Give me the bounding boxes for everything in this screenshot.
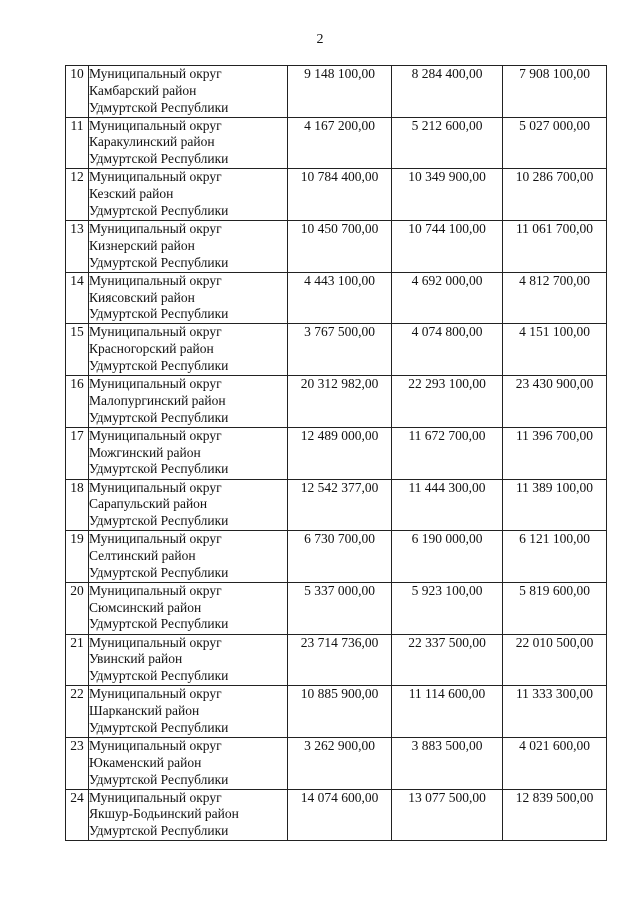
name-line: Муниципальный округ <box>89 634 222 650</box>
table-row <box>66 221 607 273</box>
name-line: Муниципальный округ <box>89 272 222 288</box>
amount-cell: 11 333 300,00 <box>503 686 607 738</box>
name-line: Удмуртской Республики <box>89 202 229 218</box>
name-line: Киясовский район <box>89 289 195 305</box>
municipality-name <box>89 117 288 169</box>
amount-cell: 6 121 100,00 <box>503 531 607 583</box>
amount-cell: 11 396 700,00 <box>503 427 607 479</box>
table-row <box>66 789 607 841</box>
name-line: Муниципальный округ <box>89 427 222 443</box>
row-number: 15 <box>66 324 89 376</box>
name-line: Удмуртской Республики <box>89 668 229 684</box>
row-number: 14 <box>66 272 89 324</box>
table-row <box>66 737 607 789</box>
budget-table <box>65 65 607 841</box>
name-line: Удмуртской Республики <box>89 254 229 270</box>
amount-cell: 5 923 100,00 <box>392 582 503 634</box>
amount-cell: 7 908 100,00 <box>503 66 607 118</box>
municipality-name <box>89 221 288 273</box>
municipality-name <box>89 634 288 686</box>
name-line: Юкаменский район <box>89 754 202 770</box>
name-line: Муниципальный округ <box>89 169 222 185</box>
amount-cell: 10 286 700,00 <box>503 169 607 221</box>
name-line: Красногорский район <box>89 341 214 357</box>
amount-cell: 4 021 600,00 <box>503 737 607 789</box>
row-number: 24 <box>66 789 89 841</box>
amount-cell: 10 744 100,00 <box>392 221 503 273</box>
amount-cell: 4 074 800,00 <box>392 324 503 376</box>
page-number: 2 <box>316 32 324 47</box>
amount-cell: 13 077 500,00 <box>392 789 503 841</box>
municipality-name <box>89 272 288 324</box>
amount-cell: 11 114 600,00 <box>392 686 503 738</box>
amount-cell: 5 337 000,00 <box>288 582 392 634</box>
name-line: Каракулинский район <box>89 134 215 150</box>
amount-cell: 11 672 700,00 <box>392 427 503 479</box>
name-line: Шарканский район <box>89 703 200 719</box>
name-line: Муниципальный округ <box>89 582 222 598</box>
name-line: Удмуртской Республики <box>89 151 229 167</box>
row-number: 17 <box>66 427 89 479</box>
table-row <box>66 117 607 169</box>
row-number: 20 <box>66 582 89 634</box>
amount-cell: 22 293 100,00 <box>392 376 503 428</box>
amount-cell: 3 883 500,00 <box>392 737 503 789</box>
municipality-name <box>89 324 288 376</box>
amount-cell: 23 430 900,00 <box>503 376 607 428</box>
table-row <box>66 376 607 428</box>
name-line: Кизнерский район <box>89 237 195 253</box>
amount-cell: 22 337 500,00 <box>392 634 503 686</box>
name-line: Муниципальный округ <box>89 324 222 340</box>
municipality-name <box>89 376 288 428</box>
name-line: Удмуртской Республики <box>89 513 229 529</box>
table-row <box>66 686 607 738</box>
name-line: Муниципальный округ <box>89 376 222 392</box>
name-line: Удмуртской Республики <box>89 564 229 580</box>
row-number: 19 <box>66 531 89 583</box>
table-row <box>66 272 607 324</box>
amount-cell: 10 784 400,00 <box>288 169 392 221</box>
table-row <box>66 169 607 221</box>
table-row <box>66 531 607 583</box>
amount-cell: 9 148 100,00 <box>288 66 392 118</box>
amount-cell: 10 450 700,00 <box>288 221 392 273</box>
row-number: 16 <box>66 376 89 428</box>
name-line: Сарапульский район <box>89 496 208 512</box>
amount-cell: 11 444 300,00 <box>392 479 503 531</box>
table-row <box>66 479 607 531</box>
name-line: Удмуртской Республики <box>89 358 229 374</box>
table-body <box>66 66 607 841</box>
name-line: Удмуртской Республики <box>89 719 229 735</box>
amount-cell: 5 027 000,00 <box>503 117 607 169</box>
amount-cell: 20 312 982,00 <box>288 376 392 428</box>
amount-cell: 11 389 100,00 <box>503 479 607 531</box>
row-number: 12 <box>66 169 89 221</box>
municipality-name <box>89 169 288 221</box>
municipality-name <box>89 686 288 738</box>
municipality-name <box>89 479 288 531</box>
municipality-name <box>89 531 288 583</box>
amount-cell: 8 284 400,00 <box>392 66 503 118</box>
row-number: 13 <box>66 221 89 273</box>
name-line: Сюмсинский район <box>89 599 202 615</box>
amount-cell: 3 262 900,00 <box>288 737 392 789</box>
amount-cell: 23 714 736,00 <box>288 634 392 686</box>
amount-cell: 22 010 500,00 <box>503 634 607 686</box>
amount-cell: 4 812 700,00 <box>503 272 607 324</box>
amount-cell: 12 489 000,00 <box>288 427 392 479</box>
row-number: 18 <box>66 479 89 531</box>
municipality-name <box>89 427 288 479</box>
name-line: Муниципальный округ <box>89 117 222 133</box>
amount-cell: 4 151 100,00 <box>503 324 607 376</box>
name-line: Муниципальный округ <box>89 737 222 753</box>
name-line: Удмуртской Республики <box>89 461 229 477</box>
name-line: Удмуртской Республики <box>89 306 229 322</box>
amount-cell: 5 212 600,00 <box>392 117 503 169</box>
row-number: 11 <box>66 117 89 169</box>
name-line: Кезский район <box>89 186 174 202</box>
name-line: Удмуртской Республики <box>89 616 229 632</box>
amount-cell: 12 542 377,00 <box>288 479 392 531</box>
amount-cell: 4 692 000,00 <box>392 272 503 324</box>
name-line: Удмуртской Республики <box>89 409 229 425</box>
amount-cell: 6 190 000,00 <box>392 531 503 583</box>
name-line: Селтинский район <box>89 547 196 563</box>
amount-cell: 5 819 600,00 <box>503 582 607 634</box>
name-line: Камбарский район <box>89 82 197 98</box>
amount-cell: 4 443 100,00 <box>288 272 392 324</box>
name-line: Малопургинский район <box>89 392 226 408</box>
amount-cell: 6 730 700,00 <box>288 531 392 583</box>
name-line: Муниципальный округ <box>89 66 222 81</box>
name-line: Якшур-Бодьинский район <box>89 806 239 822</box>
municipality-name <box>89 737 288 789</box>
name-line: Муниципальный округ <box>89 686 222 702</box>
row-number: 22 <box>66 686 89 738</box>
row-number: 10 <box>66 66 89 118</box>
municipality-name <box>89 789 288 841</box>
name-line: Удмуртской Республики <box>89 771 229 787</box>
amount-cell: 12 839 500,00 <box>503 789 607 841</box>
municipality-name <box>89 582 288 634</box>
name-line: Муниципальный округ <box>89 221 222 237</box>
amount-cell: 10 885 900,00 <box>288 686 392 738</box>
table-row <box>66 66 607 118</box>
amount-cell: 10 349 900,00 <box>392 169 503 221</box>
name-line: Удмуртской Республики <box>89 823 229 839</box>
name-line: Муниципальный округ <box>89 531 222 547</box>
name-line: Можгинский район <box>89 444 201 460</box>
table-row <box>66 582 607 634</box>
amount-cell: 3 767 500,00 <box>288 324 392 376</box>
amount-cell: 14 074 600,00 <box>288 789 392 841</box>
row-number: 23 <box>66 737 89 789</box>
amount-cell: 11 061 700,00 <box>503 221 607 273</box>
name-line: Удмуртской Республики <box>89 99 229 115</box>
table-row <box>66 427 607 479</box>
municipality-name <box>89 66 288 118</box>
row-number: 21 <box>66 634 89 686</box>
name-line: Муниципальный округ <box>89 789 222 805</box>
name-line: Муниципальный округ <box>89 479 222 495</box>
amount-cell: 4 167 200,00 <box>288 117 392 169</box>
name-line: Увинский район <box>89 651 183 667</box>
table-row <box>66 324 607 376</box>
table-row <box>66 634 607 686</box>
